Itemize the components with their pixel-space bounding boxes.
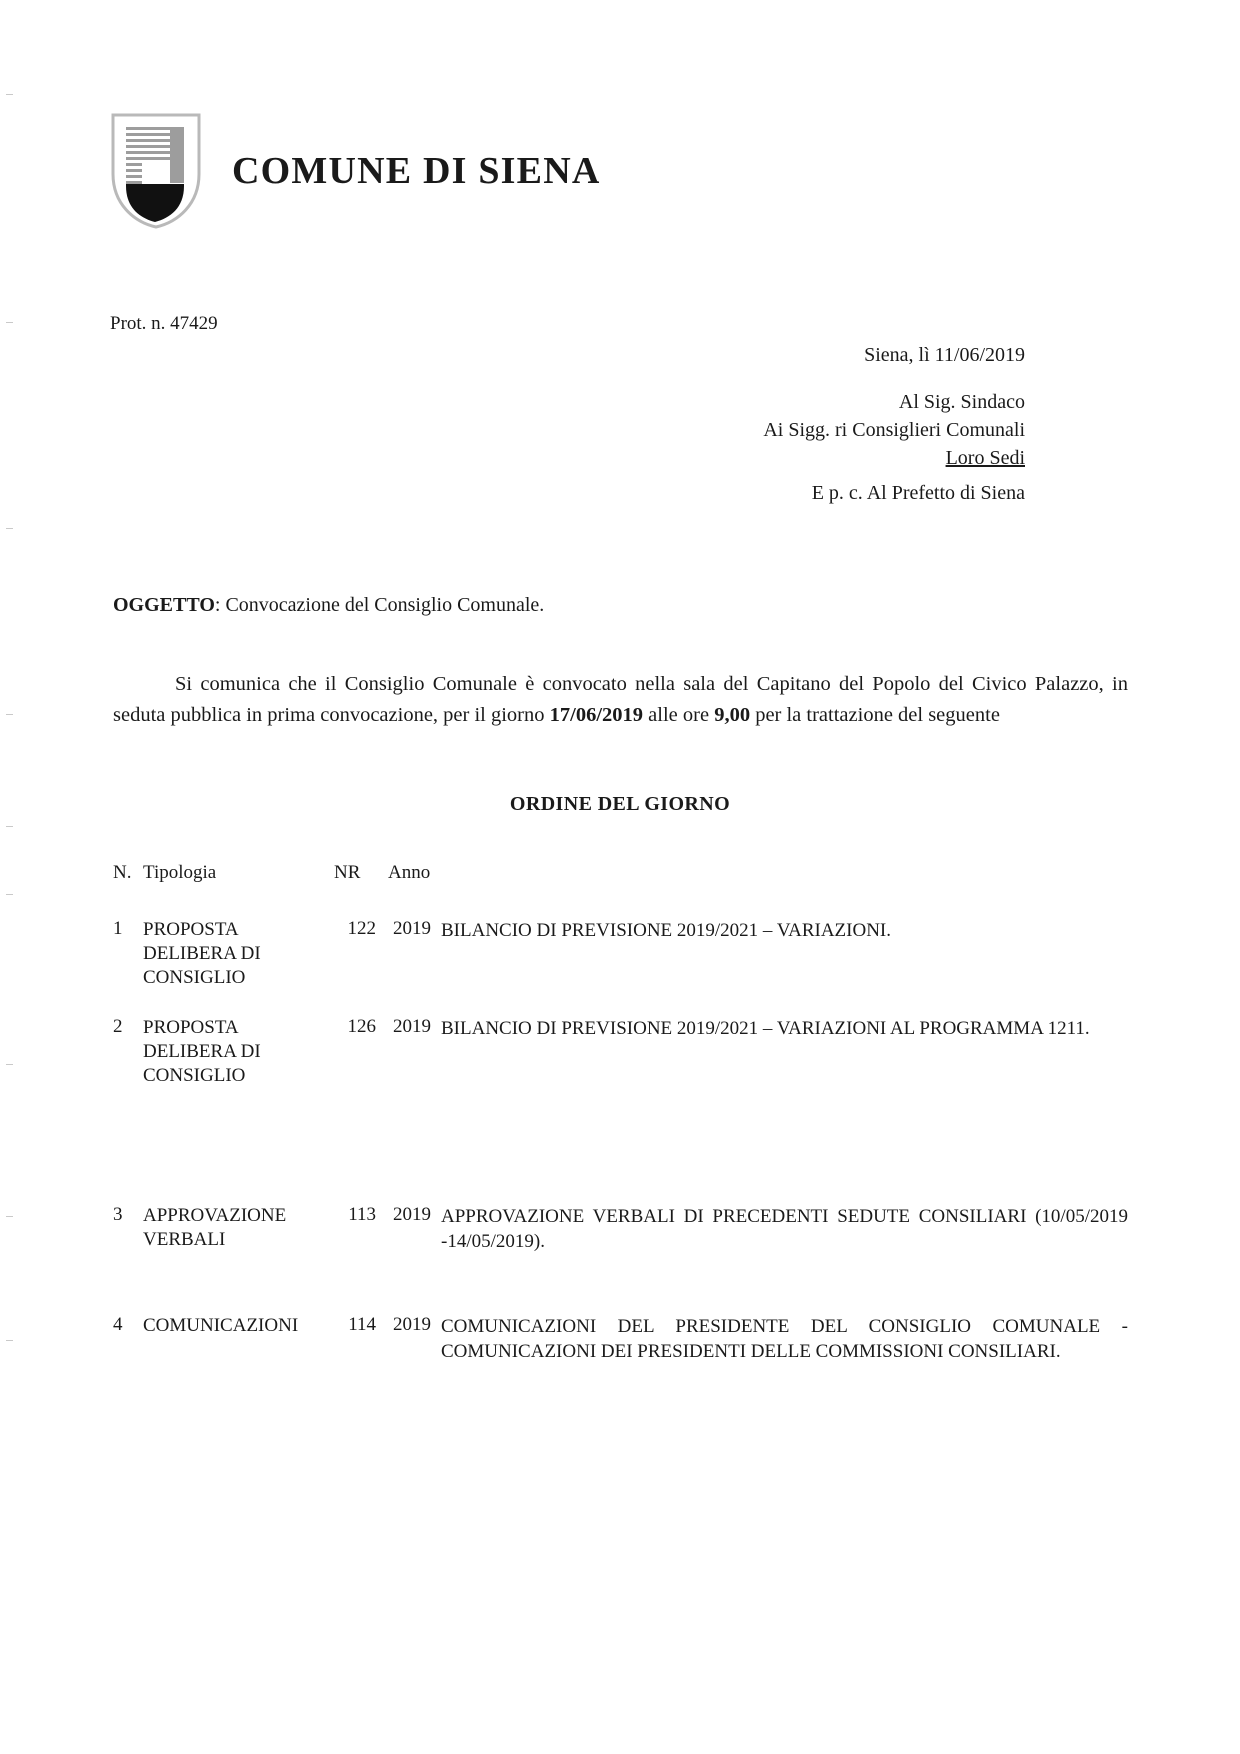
row-oggetto: APPROVAZIONE VERBALI DI PRECEDENTI SEDUTE CONSILIARI (10/05/2019 -14/05/2019).: [441, 1206, 1128, 1252]
table-row: [113, 1016, 1128, 1088]
page-title: COMUNE DI SIENA: [232, 150, 601, 192]
agenda-table-header: [113, 862, 1128, 884]
row-nr: 126: [347, 1016, 376, 1037]
table-row: [113, 1314, 1128, 1364]
column-header-anno: Anno: [388, 862, 431, 883]
body-text-part-1: Si comunica che il Consiglio Comunale è convocato nella sala del Capitano del Popolo del Civico Palazzo, in seduta pubblica in prima convocazione, per il giorno: [113, 673, 1128, 726]
subject-label: OGGETTO: [113, 594, 215, 616]
row-nr: 113: [348, 1204, 376, 1225]
scan-tick-mark: [6, 1216, 13, 1217]
scan-tick-mark: [6, 714, 13, 715]
meeting-time: 9,00: [714, 704, 751, 726]
scan-tick-mark: [6, 528, 13, 529]
table-row: [113, 918, 1128, 990]
protocol-number: Prot. n. 47429: [110, 313, 218, 334]
subject-separator: :: [214, 594, 226, 616]
body-paragraph: [113, 669, 1128, 731]
place-date: Siena, lì 11/06/2019: [864, 344, 1025, 366]
column-header-tipologia: Tipologia: [143, 862, 217, 883]
row-nr: 122: [347, 918, 376, 939]
row-nr: 114: [348, 1314, 376, 1335]
shield-crest-icon: [110, 112, 202, 230]
agenda-table: [113, 862, 1128, 1364]
row-tipologia: PROPOSTA DELIBERA DI CONSIGLIO: [143, 919, 261, 988]
scan-tick-mark: [6, 1340, 13, 1341]
meeting-date: 17/06/2019: [549, 704, 644, 726]
carbon-copy-line: E p. c. Al Prefetto di Siena: [811, 482, 1025, 504]
column-header-oggetto: [443, 862, 1128, 884]
body-text-part-2: alle ore: [643, 704, 715, 726]
row-tipologia: COMUNICAZIONI: [143, 1315, 299, 1336]
row-number: 4: [113, 1314, 123, 1335]
column-header-num: N.: [113, 862, 132, 883]
row-anno: 2019: [393, 1204, 431, 1225]
agenda-title: ORDINE DEL GIORNO: [509, 793, 731, 815]
row-number: 1: [113, 918, 123, 939]
scan-tick-mark: [6, 1064, 13, 1065]
addressee-line: Ai Sigg. ri Consiglieri Comunali: [763, 419, 1025, 441]
addressee-line: Al Sig. Sindaco: [898, 391, 1025, 413]
subject-text: Convocazione del Consiglio Comunale.: [225, 594, 545, 616]
row-anno: 2019: [393, 1314, 431, 1335]
document-header: [110, 112, 600, 230]
body-text-part-3: per la trattazione del seguente: [750, 704, 1000, 726]
table-row: [113, 1204, 1128, 1254]
row-anno: 2019: [393, 918, 431, 939]
addressee-block: [763, 388, 1025, 472]
addressee-line-loro-sedi: Loro Sedi: [945, 447, 1025, 469]
row-number: 2: [113, 1016, 123, 1037]
scan-tick-mark: [6, 322, 13, 323]
row-tipologia: PROPOSTA DELIBERA DI CONSIGLIO: [143, 1017, 261, 1086]
column-header-nr: NR: [334, 862, 361, 883]
row-oggetto: COMUNICAZIONI DEL PRESIDENTE DEL CONSIGLIO COMUNALE - COMUNICAZIONI DEI PRESIDENTI DELLE COMMISSIONI CONSILIARI.: [441, 1316, 1128, 1362]
subject-line: [113, 594, 544, 617]
row-number: 3: [113, 1204, 123, 1225]
scan-tick-mark: [6, 894, 13, 895]
place-date-block: [864, 341, 1025, 370]
row-anno: 2019: [393, 1016, 431, 1037]
scan-tick-mark: [6, 94, 13, 95]
row-oggetto: BILANCIO DI PREVISIONE 2019/2021 – VARIAZIONI.: [441, 920, 892, 941]
scan-tick-mark: [6, 826, 13, 827]
row-tipologia: APPROVAZIONE VERBALI: [143, 1205, 287, 1250]
row-oggetto: BILANCIO DI PREVISIONE 2019/2021 – VARIAZIONI AL PROGRAMMA 1211.: [441, 1018, 1090, 1039]
